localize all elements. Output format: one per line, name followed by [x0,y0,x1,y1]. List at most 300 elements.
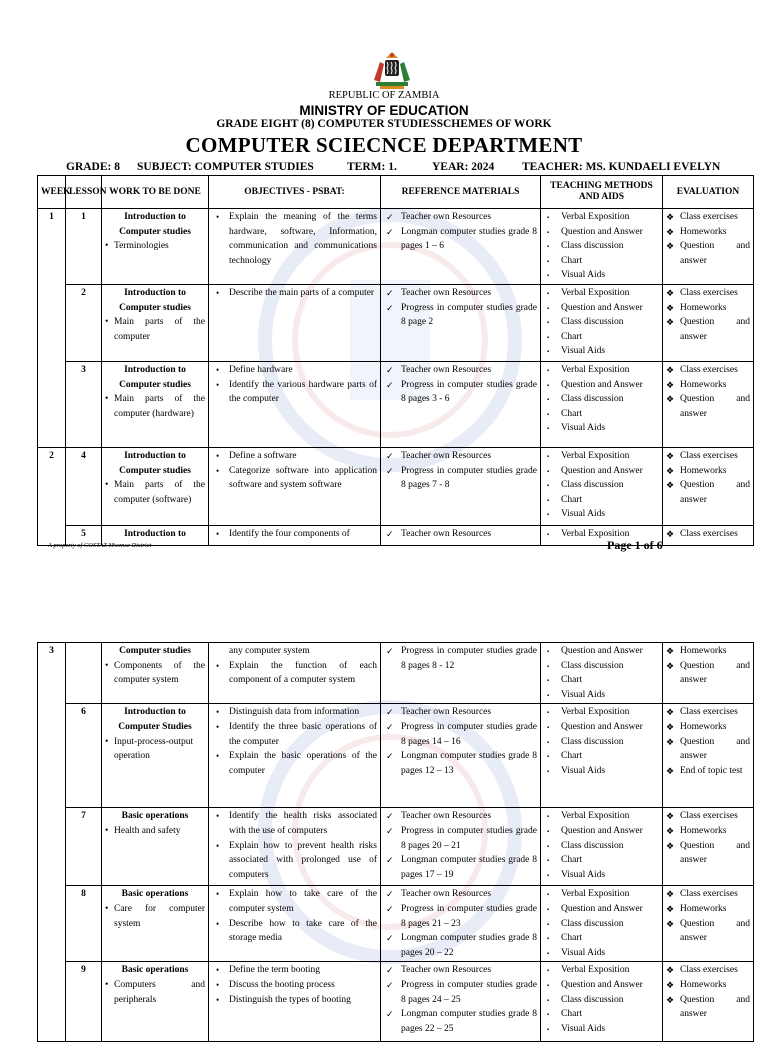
reference-item-text: Teacher own Resources [401,965,492,976]
evaluation-item [666,887,750,902]
evaluation-cell [663,808,754,886]
reference-item [384,449,537,464]
work-cell [102,643,209,704]
square-bullet-icon: ▪ [547,258,550,265]
method-item-text: Visual Aids [561,1023,606,1034]
square-bullet-icon: ▪ [547,950,550,957]
objective-item [212,464,377,493]
evaluation-item [666,478,750,507]
footer-page-number: Page 1 of 6 [607,538,663,552]
method-item-list [544,705,659,778]
square-bullet-icon: ▪ [547,512,550,519]
col-evaluation: EVALUATION [663,176,754,209]
method-item [544,344,659,359]
week-cell: 2 [38,448,66,546]
reference-item-list [384,449,537,493]
footer-property: A property of COSTAZ Mwense District [48,542,152,549]
diamond-bullet-icon: ❖ [666,840,675,851]
objective-item-text: Identify the health risks associated with the use of computers [229,811,377,836]
evaluation-item-text: Class exercises [680,811,738,822]
bullet-icon: • [105,825,109,836]
bullet-icon: • [216,465,220,476]
method-item [544,421,659,436]
evaluation-item [666,902,750,917]
reference-item [384,809,537,824]
reference-item-text: Progress in computer studies grade 8 pages 21 – 23 [401,903,537,929]
square-bullet-icon: ▪ [547,305,550,312]
method-item-text: Verbal Exposition [561,212,630,222]
teaching-cell [541,362,663,448]
method-item-text: Visual Aids [561,869,606,880]
reference-item-list [384,809,537,882]
evaluation-item [666,993,750,1022]
evaluation-cell [663,526,754,546]
method-item-text: Class discussion [561,394,624,405]
method-item [544,239,659,254]
evaluation-item-text: Homeworks [680,903,727,914]
reference-item-list [384,363,537,407]
subtopic [105,659,205,688]
objective-item [212,659,377,688]
method-item-text: Visual Aids [561,270,606,281]
col-reference: REFERENCE MATERIALS [381,176,541,209]
method-item [544,330,659,345]
evaluation-item [666,644,750,659]
method-item [544,902,659,917]
reference-item-text: Progress in computer studies grade 8 pages 8 - 12 [401,646,537,671]
check-icon: ✓ [386,933,394,944]
reference-item [384,705,537,720]
method-item-list [544,210,659,283]
reference-item-list [384,210,537,254]
diamond-bullet-icon: ❖ [666,226,675,237]
method-item [544,735,659,750]
evaluation-item-text: Class exercises [680,212,738,222]
method-item-text: Class discussion [561,480,624,491]
lesson-cell: 5 [66,526,102,546]
square-bullet-icon: ▪ [547,411,550,418]
square-bullet-icon: ▪ [547,858,550,865]
method-item-text: Verbal Exposition [561,707,630,718]
objective-item-text: Identify the three basic operations of the computer [229,721,377,747]
method-item-text: Chart [561,855,583,866]
reference-item [384,720,537,749]
evaluation-item [666,392,750,421]
objectives-cell [209,886,381,962]
diamond-bullet-icon: ❖ [666,288,675,298]
evaluation-cell [663,962,754,1042]
square-bullet-icon: ▪ [547,215,550,221]
method-item-text: Chart [561,255,583,266]
method-item [544,853,659,868]
objective-item [212,363,377,378]
method-item [544,749,659,764]
method-item [544,659,659,674]
col-teaching: TEACHING METHODS AND AIDS [541,176,663,209]
bullet-icon: • [105,660,109,671]
reference-item-text: Longman computer studies grade 8 pages 20 – 22 [401,933,537,958]
reference-cell [381,808,541,886]
method-item [544,286,659,301]
objective-item-text: Define hardware [229,365,293,375]
square-bullet-icon: ▪ [547,468,550,475]
method-item-list [544,644,659,702]
evaluation-cell [663,362,754,448]
objective-item [212,978,377,993]
reference-item-text: Teacher own Resources [401,811,492,822]
method-item-list [544,286,659,359]
topic-title: Introduction to Computer Studies [118,707,192,732]
objective-item-list [212,659,377,688]
subtopic-text: Terminologies [114,241,169,252]
objective-item-list [212,363,377,407]
reference-cell [381,362,541,448]
diamond-bullet-icon: ❖ [666,811,675,822]
method-item-text: Question and Answer [561,379,643,390]
bullet-icon: • [216,994,220,1005]
method-item-list [544,887,659,960]
square-bullet-icon: ▪ [547,768,550,775]
bullet-icon: • [105,241,109,252]
method-item [544,268,659,283]
diamond-bullet-icon: ❖ [666,721,675,732]
check-icon: ✓ [386,855,394,866]
method-item [544,392,659,407]
diamond-bullet-icon: ❖ [666,903,675,914]
method-item-text: Class discussion [561,660,624,671]
method-item-text: Class discussion [561,241,624,252]
objective-item-text: Explain how to take care of the computer system [229,889,377,914]
evaluation-item [666,301,750,316]
evaluation-item-text: Question and answer [680,317,750,342]
method-item [544,978,659,993]
square-bullet-icon: ▪ [547,454,550,460]
method-item-text: Verbal Exposition [561,965,630,976]
check-icon: ✓ [386,288,394,298]
diamond-bullet-icon: ❖ [666,365,675,375]
evaluation-item [666,527,750,542]
reference-item [384,378,537,407]
evaluation-item-list [666,286,750,344]
method-item-text: Verbal Exposition [561,529,630,539]
topic-title: Basic operations [121,889,189,900]
evaluation-item-list [666,210,750,268]
method-item-text: Question and Answer [561,646,643,656]
method-item [544,493,659,508]
method-item-text: Chart [561,1009,583,1020]
table-row [38,643,754,704]
method-item [544,705,659,720]
evaluation-item [666,286,750,301]
method-item [544,315,659,330]
evaluation-item-text: Question and answer [680,840,750,866]
evaluation-item-text: Class exercises [680,451,738,461]
diamond-bullet-icon: ❖ [666,451,675,461]
objective-item-text: Define a software [229,451,297,461]
method-item [544,917,659,932]
square-bullet-icon: ▪ [547,921,550,928]
lesson-cell: 2 [66,285,102,362]
reference-item-text: Teacher own Resources [401,889,492,900]
diamond-bullet-icon: ❖ [666,317,675,328]
evaluation-item-list [666,449,750,507]
objective-item [212,378,377,407]
evaluation-cell [663,886,754,962]
reference-item [384,301,537,330]
method-item [544,720,659,735]
diamond-bullet-icon: ❖ [666,765,675,776]
lesson-cell: 3 [66,362,102,448]
square-bullet-icon: ▪ [547,483,550,490]
evaluation-item-text: Homeworks [680,825,727,836]
subtopic [105,239,205,254]
square-bullet-icon: ▪ [547,244,550,251]
method-item-text: Visual Aids [561,689,606,700]
reference-item-text: Teacher own Resources [401,288,492,298]
subtopic [105,478,205,507]
table-row [38,209,754,285]
check-icon: ✓ [386,302,394,313]
reference-item-text: Longman computer studies grade 8 pages 22 – 25 [401,1009,537,1034]
department-title: COMPUTER SCIECNCE DEPARTMENT [185,133,583,157]
objective-item-list [212,887,377,945]
subtopic [105,315,205,344]
square-bullet-icon: ▪ [547,397,550,404]
schemes-page-2 [0,642,768,1034]
objective-item-text: Describe the main parts of a computer [229,288,375,298]
diamond-bullet-icon: ❖ [666,918,675,929]
method-item-text: Class discussion [561,994,624,1005]
square-bullet-icon: ▪ [547,843,550,850]
objective-item [212,210,377,268]
method-item [544,688,659,703]
method-item-text: Class discussion [561,840,624,851]
method-item-text: Visual Aids [561,346,606,357]
method-item [544,824,659,839]
reference-item-text: Progress in computer studies grade 8 page 2 [401,302,537,328]
subtopic [105,392,205,421]
square-bullet-icon: ▪ [547,968,550,975]
teaching-cell [541,209,663,285]
bullet-icon: • [216,811,220,822]
table-row [38,285,754,362]
objective-item-text: Discuss the booting process [229,979,335,990]
objective-item [212,809,377,838]
grade-label: GRADE: 8 [66,161,120,173]
bullet-icon: • [216,212,220,222]
square-bullet-icon: ▪ [547,368,550,374]
method-item [544,210,659,225]
subtopic-text: Care for computer system [114,903,205,929]
reference-cell [381,526,541,546]
lesson-cell [66,643,102,704]
reference-cell [381,448,541,526]
evaluation-item-text: Question and answer [680,918,750,944]
table-row [38,704,754,808]
col-objectives: OBJECTIVES - PSBAT: [209,176,381,209]
check-icon: ✓ [386,811,394,822]
reference-item-text: Progress in computer studies grade 8 pages 14 – 16 [401,721,537,747]
method-item [544,464,659,479]
week-cell: 3 [38,643,66,1042]
objective-item [212,887,377,916]
evaluation-item-text: End of topic test [680,765,743,776]
check-icon: ✓ [386,1009,394,1020]
square-bullet-icon: ▪ [547,678,550,685]
method-item [544,993,659,1008]
objective-item [212,286,377,301]
schemes-table-page-1 [37,175,754,546]
subtopic-text: Main parts of the computer [114,317,205,342]
reference-item [384,644,537,673]
evaluation-item [666,720,750,735]
evaluation-item-text: Question and answer [680,994,750,1020]
diamond-bullet-icon: ❖ [666,529,675,539]
teaching-cell [541,704,663,808]
diamond-bullet-icon: ❖ [666,660,675,671]
teaching-cell [541,962,663,1042]
square-bullet-icon: ▪ [547,349,550,356]
square-bullet-icon: ▪ [547,320,550,327]
evaluation-item [666,963,750,978]
reference-item-text: Longman computer studies grade 8 pages 12 – 13 [401,751,537,776]
reference-item-text: Teacher own Resources [401,212,492,222]
evaluation-cell [663,704,754,808]
objective-item-list [212,705,377,778]
objective-item-list [212,963,377,1007]
objective-item-text: Identify the four components of [229,529,350,539]
reference-item-list [384,705,537,778]
method-item [544,839,659,854]
reference-item-text: Progress in computer studies grade 8 pages 3 - 6 [401,379,537,405]
evaluation-item [666,363,750,378]
reference-item [384,902,537,931]
bullet-icon: • [216,840,220,851]
evaluation-item-list [666,644,750,688]
reference-item [384,824,537,853]
method-item [544,1022,659,1037]
objective-item [212,527,377,542]
table-row [38,886,754,962]
reference-cell [381,886,541,962]
objectives-cell [209,526,381,546]
method-item-text: Class discussion [561,918,624,929]
diamond-bullet-icon: ❖ [666,241,675,252]
diamond-bullet-icon: ❖ [666,646,675,656]
bullet-icon: • [216,979,220,990]
method-item [544,1007,659,1022]
teaching-cell [541,285,663,362]
square-bullet-icon: ▪ [547,936,550,943]
method-item-text: Verbal Exposition [561,811,630,822]
evaluation-item-text: Class exercises [680,707,738,718]
topic-title: Computer studies [119,646,191,656]
work-cell [102,285,209,362]
reference-item [384,210,537,225]
method-item-text: Question and Answer [561,825,643,836]
evaluation-item [666,659,750,688]
objective-item-list [212,286,377,301]
evaluation-item [666,315,750,344]
teacher-label: TEACHER: MS. KUNDAELI EVELYN [522,161,721,173]
bullet-icon: • [216,288,220,298]
term-label: TERM: 1. [347,161,397,173]
reference-item-text: Longman computer studies grade 8 pages 1 – 6 [401,226,537,252]
method-item [544,254,659,269]
method-item [544,378,659,393]
reference-cell [381,209,541,285]
objectives-cell [209,704,381,808]
method-item-text: Verbal Exposition [561,365,630,375]
square-bullet-icon: ▪ [547,382,550,389]
objective-item-text: Distinguish the types of booting [229,994,351,1005]
col-work: WORK TO BE DONE [102,176,209,209]
method-item-text: Visual Aids [561,765,606,776]
evaluation-cell [663,209,754,285]
reference-item-list [384,527,537,542]
work-cell [102,209,209,285]
objectives-cell [209,448,381,526]
bullet-icon: • [216,451,220,461]
check-icon: ✓ [386,646,394,656]
evaluation-item-text: Question and answer [680,241,750,266]
lesson-cell: 7 [66,808,102,886]
reference-item-list [384,887,537,960]
square-bullet-icon: ▪ [547,692,550,699]
method-item-list [544,809,659,882]
method-item [544,764,659,779]
method-item [544,449,659,464]
reference-item-text: Teacher own Resources [401,451,492,461]
check-icon: ✓ [386,451,394,461]
objective-item-list [212,527,377,542]
evaluation-item-text: Class exercises [680,288,738,298]
check-icon: ✓ [386,965,394,976]
reference-cell [381,285,541,362]
evaluation-item-list [666,363,750,421]
evaluation-item [666,978,750,993]
method-item-list [544,363,659,436]
bullet-icon: • [105,903,109,914]
reference-item [384,286,537,301]
evaluation-item-text: Question and answer [680,394,750,419]
bullet-icon: • [105,736,109,747]
method-item-text: Class discussion [561,317,624,328]
method-item [544,963,659,978]
year-label: YEAR: 2024 [432,161,495,173]
subtopic [105,824,205,839]
evaluation-item-text: Homeworks [680,302,727,313]
square-bullet-icon: ▪ [547,739,550,746]
evaluation-item [666,839,750,868]
method-item-text: Chart [561,675,583,686]
objectives-cell [209,643,381,704]
evaluation-cell [663,448,754,526]
check-icon: ✓ [386,212,394,222]
evaluation-item-text: Class exercises [680,889,738,900]
objectives-cell [209,808,381,886]
work-cell [102,886,209,962]
topic-title: Introduction to Computer studies [119,365,191,390]
bullet-icon: • [216,889,220,900]
bullet-icon: • [216,529,220,539]
zambia-coat-of-arms-icon [368,50,416,92]
evaluation-item-list [666,705,750,778]
evaluation-item [666,464,750,479]
diamond-bullet-icon: ❖ [666,465,675,476]
square-bullet-icon: ▪ [547,710,550,717]
subtopic [105,735,205,764]
